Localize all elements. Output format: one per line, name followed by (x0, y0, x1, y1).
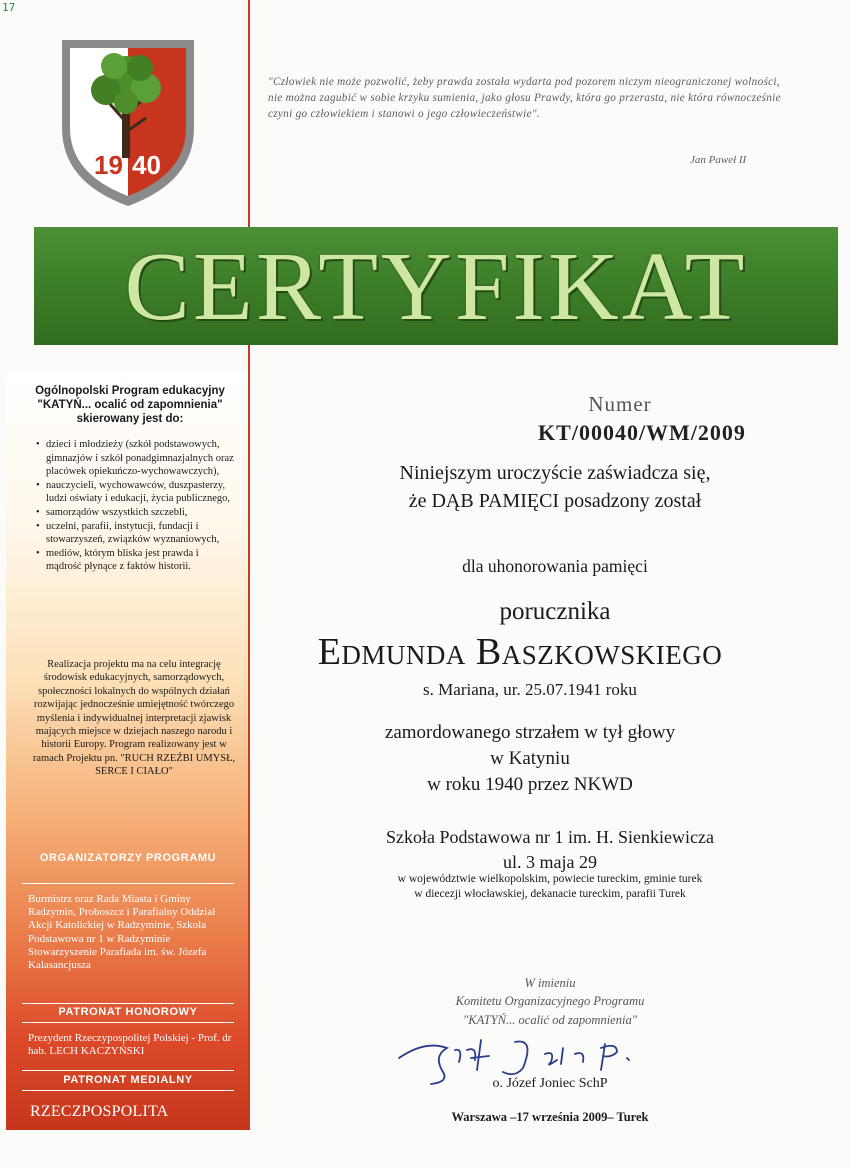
audience-list (36, 438, 236, 574)
region-line-1: w województwie wielkopolskim, powiecie tureckim, gminie turek (397, 873, 703, 885)
page-number: 17 (2, 1, 16, 14)
death-line-2: w Katyniu (490, 748, 570, 769)
parent-birth-line: s. Mariana, ur. 25.07.1941 roku (423, 680, 637, 699)
quote-text: "Człowiek nie może pozwolić, żeby prawda została wydarta pod pozorem niczym nieograniczonej wolności, nie można zagubić w sobie krzyku sumienia, jako głosu Prawdy, która go przerasta, nie która równocześnie czyni go człowiekiem i stanowi o jego człowieczeństwie". (268, 76, 781, 120)
death-line-1: zamordowanego strzałem w tył głowy (384, 722, 676, 743)
rank: porucznika (499, 598, 611, 625)
honorary-heading: PATRONAT HONOROWY (58, 1006, 198, 1018)
region-line-2: w diecezji włocławskiej, dekanacie tureckim, parafii Turek (414, 888, 686, 900)
quote-author: Jan Paweł II (690, 154, 747, 166)
list-item: • dzieci i młodzieży (szkół podstawowych, gimnazjów i szkół ponadgimnazjalnych oraz placówek opiekuńczo-wychowawczych), (36, 438, 236, 479)
statement-line-2: że DĄB PAMIĘCI posadzony został (408, 490, 702, 512)
crest-year-right: 40 (132, 150, 161, 180)
list-item: • nauczycieli, wychowawców, duszpasterzy, ludzi oświaty i edukacji, życia publicznego, (36, 479, 236, 506)
death-line-3: w roku 1940 przez NKWD (427, 774, 633, 795)
signature-line-3: "KATYŃ... ocalić od zapomnienia" (463, 1013, 637, 1027)
school-name: Szkoła Podstawowa nr 1 im. H. Sienkiewicza (386, 827, 714, 847)
signature-line-2: Komitetu Organizacyjnego Programu (455, 994, 645, 1008)
divider (22, 1003, 234, 1004)
organizers-text: Burmistrz oraz Rada Miasta i Gminy Radzymin, Proboszcz i Parafialny Oddział Akcji Katolickiej w Radzyminie, Szkoła Podstawowa nr 1 w Radzyminie Stowarzyszenie Parafiada im. św. Józefa Kalasancjusza (28, 893, 216, 972)
divider (22, 883, 234, 884)
honoree-name: Edmunda Baszkowskiego (317, 631, 723, 673)
number-label: Numer (588, 392, 652, 416)
vertical-rule (248, 0, 250, 1130)
signatory-name: o. Józef Joniec SchP (492, 1076, 608, 1091)
media-heading: PATRONAT MEDIALNY (63, 1074, 193, 1086)
sidebar-intro: Ogólnopolski Program edukacyjny "KATYŃ... ocalić od zapomnienia" skierowany jest do: (35, 385, 225, 425)
honorary-text: Prezydent Rzeczypospolitej Polskiej - Prof. dr hab. LECH KACZYŃSKI (28, 1032, 232, 1058)
statement-line-3: dla uhonorowania pamięci (462, 556, 648, 576)
statement-line-1: Niniejszym uroczyście zaświadcza się, (399, 462, 711, 484)
signature-line-1: W imieniu (524, 976, 576, 990)
place-and-date: Warszawa –17 września 2009– Turek (451, 1110, 649, 1124)
crest-year-left: 19 (94, 150, 123, 180)
divider (22, 1070, 234, 1071)
rzeczpospolita-logo: RZECZPOSPOLITA (30, 1103, 169, 1120)
list-item: • uczelni, parafii, instytucji, fundacji i stowarzyszeń, związków wyznaniowych, (36, 520, 236, 547)
organizers-heading: ORGANIZATORZY PROGRAMU (39, 852, 217, 864)
sidebar-description: Realizacja projektu ma na celu integrację środowisk edukacyjnych, samorządowych, społeczności lokalnych do wspólnych działań rozwijając jednocześnie umiejętność twórczego myślenia i indywidualnej interpretacji zjawisk mających miejsce w dziejach naszego narodu i historii Europy. Program realizowany jest w ramach Projektu pn. "RUCH RZEŹBI UMYSŁ, SERCE I CIAŁO" (32, 659, 236, 778)
certificate-number: KT/00040/WM/2009 (538, 420, 746, 445)
certificate-title: CERTYFIKAT (124, 233, 748, 341)
list-item: • samorządów wszystkich szczebli, (36, 506, 236, 520)
divider (22, 1022, 234, 1023)
list-item: • mediów, którym bliska jest prawda i mądrość płynące z faktów historii. (36, 547, 236, 574)
divider (22, 1090, 234, 1091)
school-crest-emblem (58, 32, 198, 210)
school-street: ul. 3 maja 29 (503, 852, 597, 872)
